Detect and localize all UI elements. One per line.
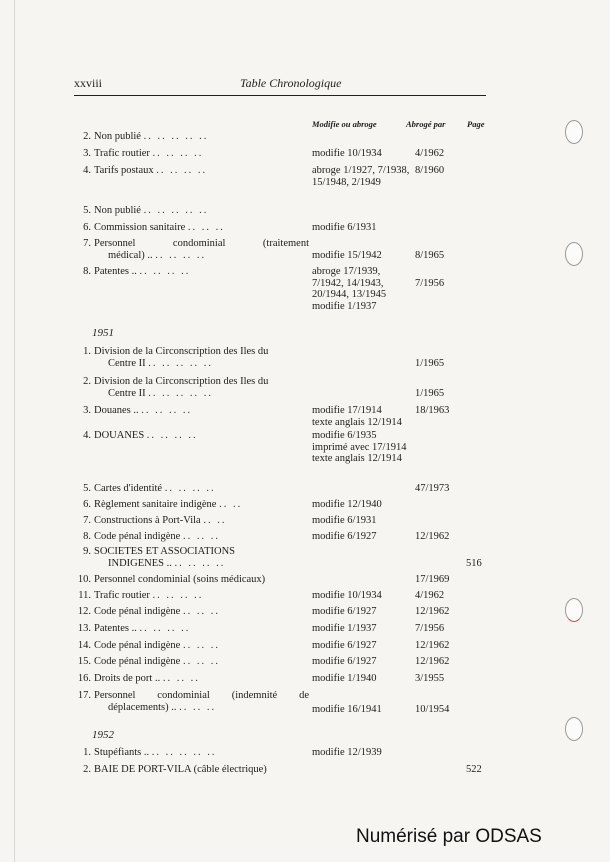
column-header-modifie: Modifie ou abroge [312,119,377,129]
modifie-cell [312,266,410,312]
abroge-cell: 1/1965 [415,358,445,369]
binder-hole-3 [565,598,583,622]
modifie-cell: modifie 15/1942 [312,250,382,261]
modifie-cell: abroge 1/1927, 7/1938, 15/1948, 2/1949 [312,165,410,188]
modifie-note: texte anglais 12/1914 [312,453,402,464]
entry-number: 7. [83,515,91,526]
abroge-cell: 8/1960 [415,165,445,176]
entry-title: Trafic routier [94,148,150,159]
entry-number: 4. [83,165,91,176]
binder-hole-2 [565,242,583,266]
entry-title: Non publié [94,131,141,142]
abroge-cell: 10/1954 [415,704,450,715]
entry-title: BAIE DE PORT-VILA (câble électrique) [94,764,267,775]
leader-dots: .. .. .. .. .. [148,357,213,369]
abroge-cell: 12/1962 [415,606,450,617]
modifie-cell: modifie 10/1934 [312,148,382,159]
leader-dots: .. .. .. .. [141,405,193,416]
page-number: xxviii [74,76,103,90]
leader-dots: .. .. [203,515,227,526]
entry-title: Stupéfiants .. [94,747,150,758]
modifie-cell: modifie 6/1931 [312,515,377,526]
column-header-page: Page [467,119,485,129]
entry-number: 3. [83,148,91,159]
abroge-cell: 4/1962 [415,148,445,159]
leader-dots: .. .. .. .. [139,623,191,634]
entry-title: Commission sanitaire [94,222,186,233]
abroge-cell: 12/1962 [415,656,450,667]
entry-number: 5. [83,483,91,494]
page-title: Table Chronologique [240,76,342,90]
binder-hole-4 [565,717,583,741]
entry-number: 13. [77,623,91,634]
entry-number: 5. [83,205,91,216]
modifie-cell: modifie 1/1937 [312,623,377,634]
modifie-cell: modifie 12/1939 [312,747,382,758]
leader-dots: .. .. .. .. [146,430,198,441]
leader-dots: .. .. .. [162,673,200,684]
leader-dots: .. .. .. .. [139,266,191,277]
digitization-watermark: Numérisé par ODSAS [356,826,542,847]
modifie-cell: modifie 10/1934 [312,590,382,601]
abroge-cell: 12/1962 [415,531,450,542]
leader-dots: .. .. .. .. [152,148,204,159]
page-edge [14,0,15,862]
abroge-cell: 12/1962 [415,640,450,651]
entry-number: 16. [77,673,91,684]
entry-title: Personnel condominial (indemnité de [94,690,309,701]
leader-dots: .. .. .. [179,701,217,713]
modifie-cell: modifie 6/1927 [312,531,377,542]
modifie-cell: modifie 6/1927 [312,606,377,617]
modifie-note: modifie 1/1937 [312,300,377,312]
entry-number: 10. [77,574,91,585]
entry-number: 4. [83,430,91,441]
abroge-cell: 8/1965 [415,250,445,261]
entry-number: 6. [83,222,91,233]
entry-number: 2. [83,376,91,387]
leader-dots: .. .. .. .. [156,165,208,176]
entry-title: Non publié [94,205,141,216]
entry-number: 9. [83,546,91,557]
leader-dots: .. .. .. [182,640,220,651]
entry-title: Division de la Circonscription des Iles du [94,346,269,357]
leader-dots: .. .. .. [182,606,220,617]
entry-title: Patentes .. [94,623,137,634]
entry-number: 12. [77,606,91,617]
section-year-1952: 1952 [92,729,114,741]
entry-number: 17. [77,690,91,701]
abroge-cell: 7/1956 [415,278,445,289]
abroge-cell: 1/1965 [415,388,445,399]
entry-number: 8. [83,531,91,542]
entry-title: Douanes .. [94,405,139,416]
section-year-1951: 1951 [92,327,114,339]
leader-dots: .. .. .. [187,222,225,233]
entry-title: Cartes d'identité [94,483,163,494]
leader-dots: .. .. [219,499,243,510]
leader-dots: .. .. .. .. .. [151,747,217,758]
header-rule [74,95,486,96]
page-cell: 522 [466,764,482,775]
leader-dots: .. .. .. .. .. [143,205,209,216]
entry-title: Code pénal indigène [94,656,181,667]
entry-number: 1. [83,747,91,758]
modifie-value: modifie 17/1914 [312,405,382,416]
entry-number: 7. [83,238,91,249]
entry-title-cont: médical) .. [108,249,153,261]
entry-title: Droits de port .. [94,673,161,684]
modifie-cell: modifie 6/1931 [312,222,377,233]
modifie-cell: modifie 12/1940 [312,499,382,510]
entry-title: DOUANES [94,430,145,441]
modifie-cell: modifie 6/1927 [312,640,377,651]
entry-title: Code pénal indigène [94,606,181,617]
entry-title: Code pénal indigène [94,531,181,542]
entry-number: 1. [83,346,91,357]
modifie-note: texte anglais 12/1914 [312,416,402,428]
binder-hole-1 [565,120,583,144]
page-cell: 516 [466,558,482,569]
entry-title: Personnel condominial (traitement [94,238,309,249]
entry-title: Division de la Circonscription des Iles du [94,376,269,387]
leader-dots: .. .. .. .. [155,249,207,261]
abroge-cell: 7/1956 [415,623,445,634]
abroge-list: abroge 17/1939, 7/1942, 14/1943, 20/1944, 13/1945 [312,266,387,300]
leader-dots: .. .. .. .. [152,590,204,601]
modifie-cell [312,430,442,465]
entry-title: Constructions à Port-Vila [94,515,201,526]
entry-title-cont: INDIGENES .. [108,557,172,569]
modifie-value: modifie 6/1935 imprimé avec 17/1914 [312,430,407,453]
entry-number: 11. [78,590,91,601]
entry-title: Règlement sanitaire indigène [94,499,217,510]
entry-title: SOCIETES ET ASSOCIATIONS [94,546,235,557]
leader-dots: .. .. .. [182,531,220,542]
entry-title-cont: déplacements) .. [108,701,177,713]
entry-number: 2. [83,764,91,775]
column-header-abroge: Abrogé par [406,119,446,129]
entry-title: Tarifs postaux [94,165,154,176]
entry-number: 15. [77,656,91,667]
modifie-cell: modifie 1/1940 [312,673,377,684]
entry-number: 2. [83,131,91,142]
abroge-cell: 3/1955 [415,673,445,684]
entry-number: 3. [83,405,91,416]
modifie-cell: modifie 6/1927 [312,656,377,667]
entry-title: Patentes .. [94,266,137,277]
entry-title: Code pénal indigène [94,640,181,651]
abroge-cell: 18/1963 [415,405,450,416]
leader-dots: .. .. .. .. .. [148,387,213,399]
modifie-cell: modifie 16/1941 [312,704,382,715]
abroge-cell: 47/1973 [415,483,450,494]
abroge-cell: 4/1962 [415,590,445,601]
leader-dots: .. .. .. [182,656,220,667]
entry-number: 8. [83,266,91,277]
leader-dots: .. .. .. .. [164,483,216,494]
entry-number: 14. [77,640,91,651]
leader-dots: .. .. .. .. [174,557,226,569]
entry-title: Personnel condominial (soins médicaux) [94,574,266,585]
entry-title: Trafic routier [94,590,150,601]
leader-dots: .. .. .. .. .. [143,131,209,142]
entry-title-cont: Centre II [108,357,146,369]
abroge-cell: 17/1969 [415,574,450,585]
entry-number: 6. [83,499,91,510]
entry-title-cont: Centre II [108,387,146,399]
